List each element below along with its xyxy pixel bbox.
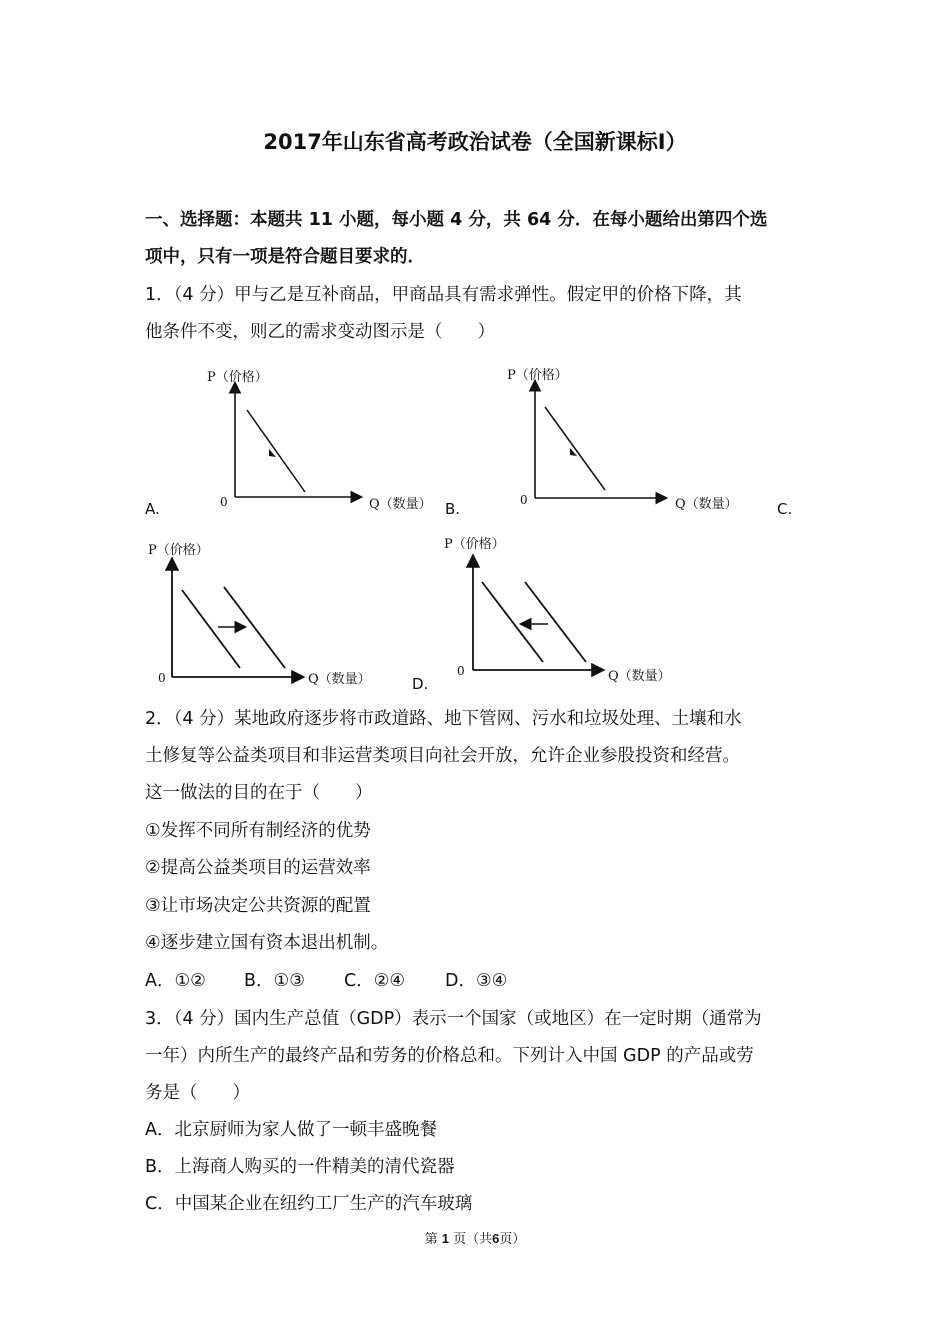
y-axis-label: P（价格）	[207, 370, 268, 385]
page-title: 2017年山东省高考政治试卷（全国新课标Ⅰ）	[263, 130, 687, 154]
page-footer	[0, 1228, 950, 1247]
footer-prefix: 第	[424, 1232, 438, 1247]
section-heading-line1: 一、选择题：本题共 11 小题，每小题 4 分，共 64 分．在每小题给出第四个选	[145, 210, 768, 230]
demand-curve	[545, 407, 605, 490]
footer-suffix: 页）	[499, 1232, 526, 1247]
footer-page-number: 1	[441, 1231, 449, 1246]
x-axis-label: Q（数量）	[369, 497, 432, 512]
q3-option-c: C．中国某企业在纽约工厂生产的汽车玻璃	[145, 1194, 473, 1214]
q2-stem-line1: 2．（4 分）某地政府逐步将市政道路、地下管网、污水和垃圾处理、土壤和水	[145, 709, 742, 729]
q3-stem-line3: 务是（ ）	[145, 1083, 250, 1103]
origin-label: 0	[220, 495, 228, 509]
q2-item-3: ③让市场决定公共资源的配置	[145, 896, 371, 916]
q2-item-4: ④逐步建立国有资本退出机制。	[145, 933, 389, 953]
x-axis-label: Q（数量）	[675, 497, 738, 512]
x-axis-label: Q（数量）	[608, 669, 671, 684]
q2-item-2: ②提高公益类项目的运营效率	[145, 858, 371, 878]
q1-stem-line1: 1．（4 分）甲与乙是互补商品，甲商品具有需求弹性。假定甲的价格下降，其	[145, 285, 742, 305]
q2-item-1: ①发挥不同所有制经济的优势	[145, 821, 371, 841]
graph-d	[440, 532, 710, 692]
origin-label: 0	[520, 493, 528, 507]
q2-choice-c: C．②④	[344, 971, 406, 991]
q3-stem-line1: 3．（4 分）国内生产总值（GDP）表示一个国家（或地区）在一定时期（通常为	[145, 1009, 762, 1029]
q2-choice-b: B．①③	[244, 971, 305, 991]
origin-label: 0	[158, 671, 166, 685]
section-heading-line2: 项中，只有一项是符合题目要求的．	[145, 247, 425, 267]
graph-b	[495, 360, 755, 515]
demand-curve-original	[182, 590, 240, 668]
q1-option-b: B.	[445, 500, 461, 518]
q1-option-c: C.	[777, 500, 793, 518]
q3-option-b: B．上海商人购买的一件精美的清代瓷器	[145, 1157, 455, 1177]
q1-option-d: D.	[412, 675, 429, 693]
graph-c	[140, 535, 410, 695]
graph-a	[195, 362, 455, 517]
q3-option-a: A．北京厨师为家人做了一顿丰盛晚餐	[145, 1120, 437, 1140]
y-axis-label: P（价格）	[507, 368, 568, 383]
q1-option-a: A.	[145, 500, 160, 518]
q2-choice-a: A．①②	[145, 971, 206, 991]
q2-stem-line3: 这一做法的目的在于（ ）	[145, 783, 373, 803]
footer-total-pages: 6	[492, 1231, 500, 1246]
q2-stem-line2: 土修复等公益类项目和非运营类项目向社会开放，允许企业参股投资和经营。	[145, 746, 740, 766]
x-axis-label: Q（数量）	[308, 672, 371, 687]
q1-stem-line2: 他条件不变，则乙的需求变动图示是（ ）	[145, 322, 495, 342]
origin-label: 0	[457, 664, 465, 678]
demand-curve	[247, 410, 305, 492]
q3-stem-line2: 一年）内所生产的最终产品和劳务的价格总和。下列计入中国 GDP 的产品或劳	[145, 1046, 754, 1066]
y-axis-label: P（价格）	[148, 543, 209, 558]
q2-choice-d: D．③④	[445, 971, 508, 991]
footer-middle: 页（共	[453, 1232, 493, 1247]
y-axis-label: P（价格）	[444, 537, 505, 552]
